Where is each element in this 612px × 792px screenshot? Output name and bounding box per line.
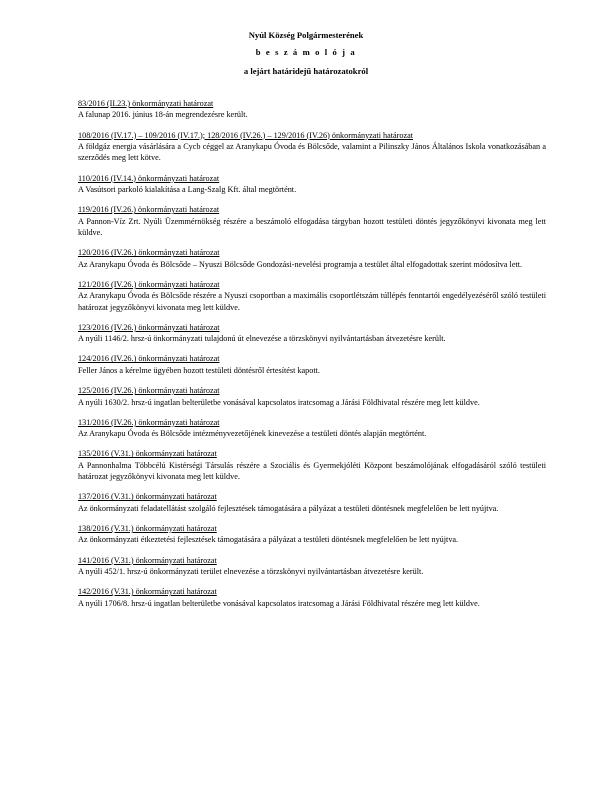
resolution-text: A Pannon-Víz Zrt. Nyúli Üzemmérnökség részére a beszámoló elfogadása tárgyban hozott testületi döntés jegyzőkönyvi kivonata meg lett küldve. bbox=[78, 216, 546, 238]
resolution-entry bbox=[78, 204, 546, 238]
resolution-text: A nyúli 1706/8. hrsz-ú ingatlan belterületbe vonásával kapcsolatos iratcsomag a Járási Földhivatal részére meg lett küldve. bbox=[78, 598, 480, 608]
resolution-text: Az Aranykapu Óvoda és Bölcsőde – Nyuszi Bölcsőde Gondozási-nevelési programja a testület által elfogadottak szerint módosítva lett. bbox=[78, 259, 523, 269]
resolution-text: A Vasútsori parkoló kialakítása a Lang-Szalg Kft. által megtörtént. bbox=[78, 185, 297, 195]
resolution-text: A nyúli 1146/2. hrsz-ú önkormányzati tulajdonú út elnevezése a törzskönyvi nyilvántartásban átvezetésre került. bbox=[78, 334, 446, 344]
resolution-entry bbox=[78, 385, 546, 408]
resolution-heading: 110/2016 (IV.14.) önkormányzati határozat bbox=[78, 173, 220, 183]
resolution-entry bbox=[78, 173, 546, 196]
resolution-entry bbox=[78, 448, 546, 482]
resolution-entry bbox=[78, 98, 546, 121]
resolution-heading: 131/2016 (IV.26.) önkormányzati határozat bbox=[78, 417, 220, 427]
resolution-heading: 120/2016 (IV.26.) önkormányzati határozat bbox=[78, 248, 220, 258]
document-title-line2: b e s z á m o l ó j a bbox=[255, 47, 357, 57]
resolution-text: Az Aranykapu Óvoda és Bölcsőde részére a Nyuszi csoportban a maximális csoportlétszám túllépés fenntartói engedélyezéséről szóló testületi határozat jegyzőkönyvi kivonata meg lett küldve. bbox=[78, 291, 546, 312]
resolution-text: A nyúli 452/1. hrsz-ú önkormányzati terület elnevezése a törzskönyvi nyilvántartásban átvezetésre került. bbox=[78, 566, 424, 576]
resolution-text: A Pannonhalma Többcélú Kistérségi Társulás részére a Szociális és Gyermekjóléti Központ beszámolójának elfogadásáról szóló testületi határozat jegyzőkönyvi kivonata meg lett küldve. bbox=[78, 460, 546, 482]
resolution-heading: 121/2016 (IV.26.) önkormányzati határozat bbox=[78, 279, 220, 289]
resolution-text: Az önkormányzati étkeztetési fejlesztések támogatására a pályázat a testületi döntésnek megfelelően be lett nyújtva. bbox=[78, 535, 459, 545]
resolution-text: Feller János a kérelme ügyében hozott testületi döntésről értesítést kapott. bbox=[78, 365, 320, 375]
resolution-text: Az Aranykapu Óvoda és Bölcsőde intézményvezetőjének kinevezése a testületi döntés alapján megtörtént. bbox=[78, 429, 427, 439]
document-title-line1: Nyúl Község Polgármesterének bbox=[248, 30, 364, 40]
resolution-entry bbox=[78, 417, 546, 440]
resolution-entry bbox=[78, 247, 546, 270]
resolution-entry bbox=[78, 353, 546, 376]
resolution-heading: 83/2016 (II.23.) önkormányzati határozat bbox=[78, 99, 214, 108]
resolution-entry bbox=[78, 555, 546, 578]
resolution-entry bbox=[78, 491, 546, 514]
document-title-line3: a lejárt határidejű határozatokról bbox=[243, 66, 369, 76]
resolution-text: A földgáz energia vásárlására a Cycb céggel az Aranykapu Óvoda és Bölcsőde, valamint a Pilinszky János Általános Iskola vonatkozásában a szerződés meg lett kötve. bbox=[78, 142, 546, 163]
resolution-heading: 125/2016 (IV.26.) önkormányzati határozat bbox=[78, 386, 220, 396]
resolution-entry bbox=[78, 130, 546, 164]
resolution-entry bbox=[78, 586, 546, 609]
resolution-heading: 138/2016 (V.31.) önkormányzati határozat bbox=[78, 523, 217, 533]
resolution-text: A nyúli 1630/2. hrsz-ú ingatlan belterületbe vonásával kapcsolatos iratcsomag a Járási Földhivatal részére meg lett küldve. bbox=[78, 397, 480, 407]
resolution-text: Az önkormányzati feladatellátást szolgáló fejlesztések támogatására a pályázat a testületi döntésnek megfelelően be lett nyújtva. bbox=[78, 503, 499, 513]
resolution-heading: 141/2016 (V.31.) önkormányzati határozat bbox=[78, 555, 217, 565]
resolution-heading: 142/2016 (V.31.) önkormányzati határozat bbox=[78, 587, 217, 597]
resolution-heading: 135/2016 (V.31.) önkormányzati határozat bbox=[78, 449, 217, 459]
resolution-text: A falunap 2016. június 18-án megrendezésre került. bbox=[78, 110, 248, 120]
resolution-heading: 108/2016 (IV.17.) – 109/2016 (IV.17.); 128/2016 (IV.26.) – 129/2016 (IV.26) önkormányzati határozat bbox=[78, 130, 414, 140]
resolution-list bbox=[78, 98, 546, 618]
resolution-heading: 124/2016 (IV.26.) önkormányzati határozat bbox=[78, 354, 220, 364]
resolution-entry bbox=[78, 322, 546, 345]
resolution-heading: 119/2016 (IV.26.) önkormányzati határozat bbox=[78, 205, 220, 215]
resolution-entry bbox=[78, 279, 546, 313]
resolution-entry bbox=[78, 523, 546, 546]
resolution-heading: 123/2016 (IV.26.) önkormányzati határozat bbox=[78, 322, 220, 332]
resolution-heading: 137/2016 (V.31.) önkormányzati határozat bbox=[78, 492, 217, 502]
